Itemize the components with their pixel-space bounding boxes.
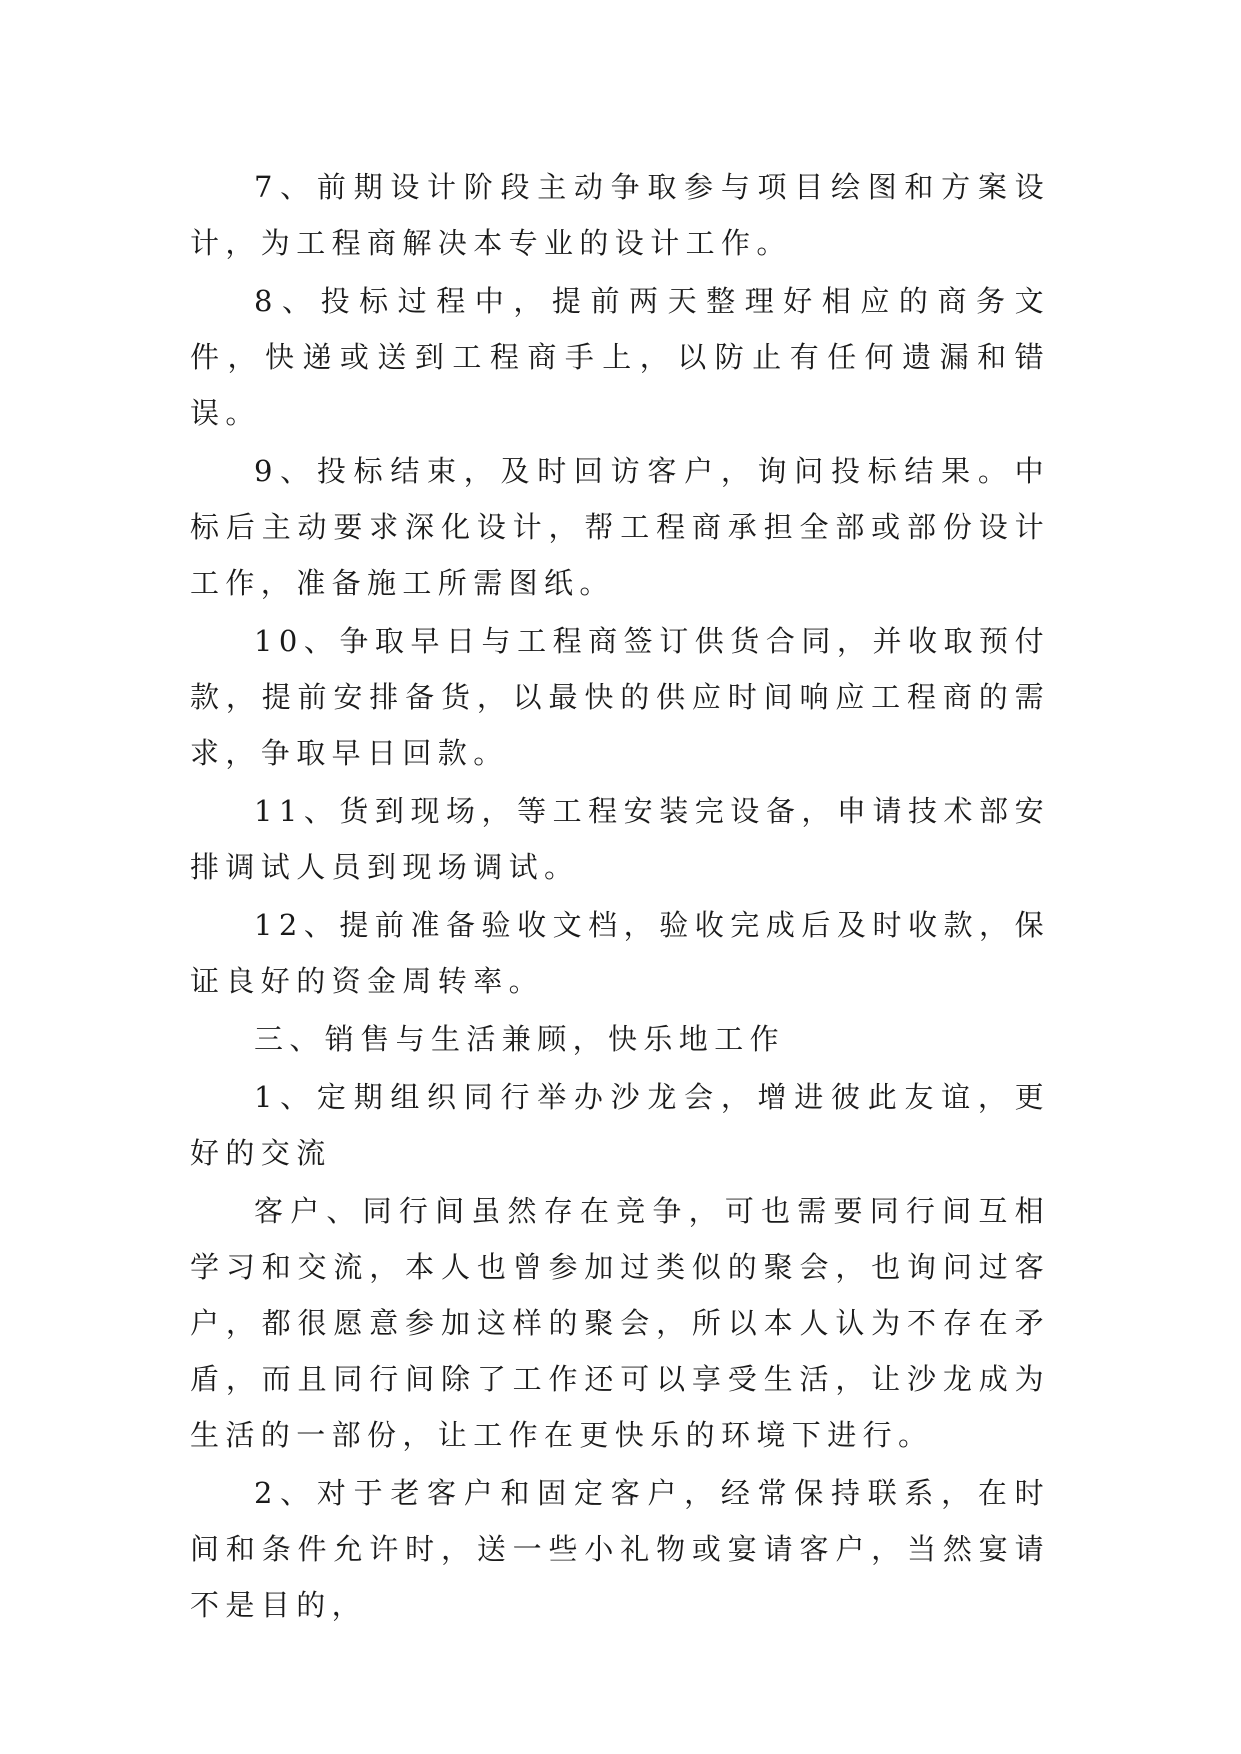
paragraph-item-11: 11、货到现场，等工程安装完设备，申请技术部安排调试人员到现场调试。 — [190, 794, 1050, 884]
paragraph-item-9: 9、投标结束，及时回访客户，询问投标结果。中标后主动要求深化设计，帮工程商承担全部或部份设计工作，准备施工所需图纸。 — [190, 454, 1050, 600]
paragraph-item-8: 8、投标过程中，提前两天整理好相应的商务文件，快递或送到工程商手上，以防止有任何遗漏和错误。 — [190, 284, 1050, 430]
paragraph-item-10: 10、争取早日与工程商签订供货合同，并收取预付款，提前安排备货，以最快的供应时间响应工程商的需求，争取早日回款。 — [190, 624, 1050, 770]
paragraph-item-7: 7、前期设计阶段主动争取参与项目绘图和方案设计，为工程商解决本专业的设计工作。 — [190, 170, 1050, 260]
document-body — [190, 159, 1050, 1633]
section-heading-3: 三、销售与生活兼顾，快乐地工作 — [254, 1022, 786, 1056]
paragraph-item-12: 12、提前准备验收文档，验收完成后及时收款，保证良好的资金周转率。 — [190, 908, 1050, 998]
paragraph-item-1: 1、定期组织同行举办沙龙会，增进彼此友谊，更好的交流 — [190, 1080, 1050, 1170]
paragraph-item-2: 2、对于老客户和固定客户，经常保持联系，在时间和条件允许时，送一些小礼物或宴请客户，当然宴请不是目的， — [190, 1476, 1050, 1622]
paragraph-body: 客户、同行间虽然存在竞争，可也需要同行间互相学习和交流，本人也曾参加过类似的聚会，也询问过客户，都很愿意参加这样的聚会，所以本人认为不存在矛盾，而且同行间除了工作还可以享受生活，让沙龙成为生活的一部份，让工作在更快乐的环境下进行。 — [190, 1194, 1050, 1452]
